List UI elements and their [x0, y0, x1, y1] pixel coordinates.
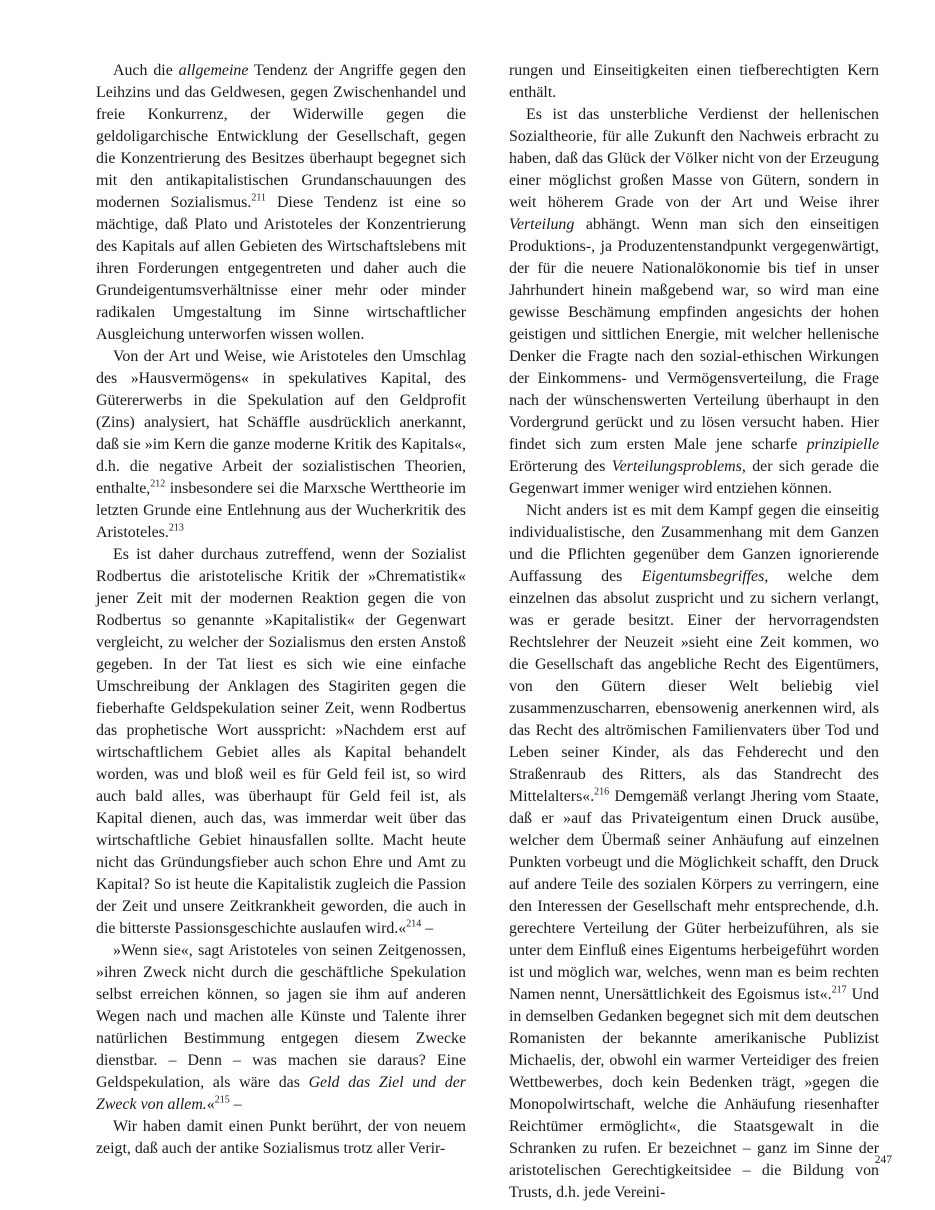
left-column: [96, 60, 466, 1160]
footnote-ref[interactable]: 213: [168, 522, 184, 534]
footnote-ref[interactable]: 217: [831, 984, 847, 996]
footnote-ref[interactable]: 216: [594, 786, 610, 798]
paragraph: Es ist daher durchaus zutreffend, wenn der Sozialist Rodbertus die aristotelische Kritik der »Chrematistik« jener Zeit mit der modernen Reaktion gegen die von Rodbertus so genannte »Kapitalistik« der Gegenwart vergleicht, zu welcher der Sozialismus den ersten Anstoß gegeben. In der Tat liest es sich wie eine einfache Umschreibung der Anklagen des Stagiriten gegen die fieberhafte Geldspekulation seiner Zeit, wenn Rodbertus das prophetische Wort ausspricht: »Nachdem erst auf wirtschaftlichem Gebiet alles als Kapital behandelt worden, was und bloß weil es für Geld feil ist, so wird auch bald alles, was überhaupt für Geld feil ist, als Kapital dienen, auch das, was immerdar weit über das wirtschaftliche Gebiet hinausfallen sollte. Macht heute nicht das Gründungsfieber auch schon Ehre und Amt zu Kapital? So ist heute die Kapitalistik zugleich die Passion der Zeit und unsere Zeitkrankheit geworden, die auch in die bitterste Passionsgeschichte auslaufen wird.«$^{214}$ –: [96, 546, 466, 937]
footnote-ref[interactable]: 211: [251, 192, 266, 204]
right-column: [509, 60, 879, 1204]
footnote-ref[interactable]: 215: [214, 1094, 230, 1106]
footnote-ref[interactable]: 212: [150, 478, 166, 490]
paragraph: rungen und Einseitigkeiten einen tiefberechtigten Kern enthält.: [509, 62, 879, 101]
page-number: 247: [874, 1154, 892, 1166]
paragraph: Nicht anders ist es mit dem Kampf gegen die einseitig individualistische, den Zusammenhang mit dem Ganzen und die Pflichten gegenüber dem Ganzen ignorierende Auffassung des Eigentumsbegriffes, welche dem einzelnen das absolut zuspricht und zu sichern verlangt, was er gerade besitzt. Einer der hervorragendsten Rechtslehrer der Neuzeit »sieht eine Zeit kommen, wo die Gesellschaft das angebliche Recht des Eigentümers, von den Gütern dieser Welt beliebig viel zusammenzuscharren, ebensowenig anerkennen wird, als das Recht des altrömischen Familienvaters über Tod und Leben seiner Kinder, als das Fehderecht und den Straßenraub des Ritters, als das Standrecht des Mittelalters«.$^{216}$ Demgemäß verlangt Jhering vom Staate, daß er »auf das Privateigentum einen Druck ausübe, welcher dem Übermaß seiner Anhäufung auf einzelnen Punkten vorbeugt und die Möglichkeit schafft, den Druck auf andere Teile des sozialen Körpers zu verringern, eine den Interessen der Gesellschaft mehr entsprechende, d.h. gerechtere Verteilung der Güter herbeizuführen, als sie unter dem Einfluß eines Eigentums herbeigeführt worden ist und möglich war, welches, wenn man es beim rechten Namen nennt, Unersättlichkeit des Egoismus ist«.$^{217}$ Und in demselben Gedanken begegnet sich mit dem deutschen Romanisten der bekannte amerikanische Publizist Michaelis, der, obwohl ein warmer Verteidiger des freien Wettbewerbes, doch kein Bedenken trägt, »gegen die Monopolwirtschaft, welche die Anhäufung riesenhafter Reichtümer ermöglicht«, die Staatsgewalt in die Schranken zu rufen. Er bezeichnet – ganz im Sinne der aristotelischen Gerechtigkeitsidee – die Bildung von Trusts, d.h. jede Vereini-: [509, 502, 879, 1201]
paragraph: Es ist das unsterbliche Verdienst der hellenischen Sozialtheorie, für alle Zukunft den Nachweis erbracht zu haben, daß das Glück der Völker nicht von der Erzeugung einer möglichst großen Masse von Gütern, sondern in weit höherem Grade von der Art und Weise ihrer Verteilung abhängt. Wenn man sich den einseitigen Produktions-, ja Produzentenstandpunkt vergegenwärtigt, der für die neuere Nationalökonomie bis tief in unser Jahrhundert hinein maßgebend war, so wird man eine gewisse Beschämung empfinden angesichts der hohen geistigen und sittlichen Energie, mit welcher hellenische Denker die Fragte nach den sozial-ethischen Wirkungen der Einkommens- und Vermögensverteilung, die Frage nach der wünschenswerten Verteilung überhaupt in den Vordergrund gerückt und zu lösen versucht haben. Hier findet sich zum ersten Male jene scharfe prinzipielle Erörterung des Verteilungsproblems, der sich gerade die Gegenwart immer weniger wird entziehen können.: [509, 106, 879, 497]
paragraph: Auch die allgemeine Tendenz der Angriffe gegen den Leihzins und das Geldwesen, gegen Zwischenhandel und freie Konkurrenz, der Widerwille gegen die geldoligarchische Entwicklung der Gesellschaft, gegen die Konzentrierung des Besitzes überhaupt begegnet sich mit den antikapitalistischen Grundanschauungen des modernen Sozialismus.$^{211}$ Diese Tendenz ist eine so mächtige, daß Plato und Aristoteles der Konzentrierung des Kapitals auf allen Gebieten des Wirtschaftslebens mit ihren Forderungen entgegentreten und daher auch die Grundeigentumsverhältnisse einer mehr oder minder radikalen Umgestaltung im Sinne wirtschaftlicher Ausgleichung unterworfen wissen wollen.: [96, 62, 466, 343]
paragraph: »Wenn sie«, sagt Aristoteles von seinen Zeitgenossen, »ihren Zweck nicht durch die geschäftliche Spekulation selbst erreichen können, so jagen sie ihm auf anderen Wegen nach und machen alle Künste und Talente ihrer natürlichen Bestimmung entgegen diesem Zwecke dienstbar. – Denn – was machen sie daraus? Eine Geldspekulation, als wäre das Geld das Ziel und der Zweck von allem.«$^{215}$ –: [96, 942, 466, 1113]
paragraph: Wir haben damit einen Punkt berührt, der von neuem zeigt, daß auch der antike Sozialismus trotz aller Verir-: [96, 1118, 466, 1157]
paragraph: Von der Art und Weise, wie Aristoteles den Umschlag des »Hausvermögens« in spekulatives Kapital, des Gütererwerbs in die Spekulation auf den Geldprofit (Zins) analysiert, hat Schäffle ausdrücklich anerkannt, daß sie »im Kern die ganze moderne Kritik des Kapitals«, d.h. die negative Arbeit der sozialistischen Theorien, enthalte,$^{212}$ insbesondere sei die Marxsche Werttheorie im letzten Grunde eine Entlehnung aus der Wucherkritik des Aristoteles.$^{213}$: [96, 348, 466, 541]
footnote-ref[interactable]: 214: [406, 918, 422, 930]
